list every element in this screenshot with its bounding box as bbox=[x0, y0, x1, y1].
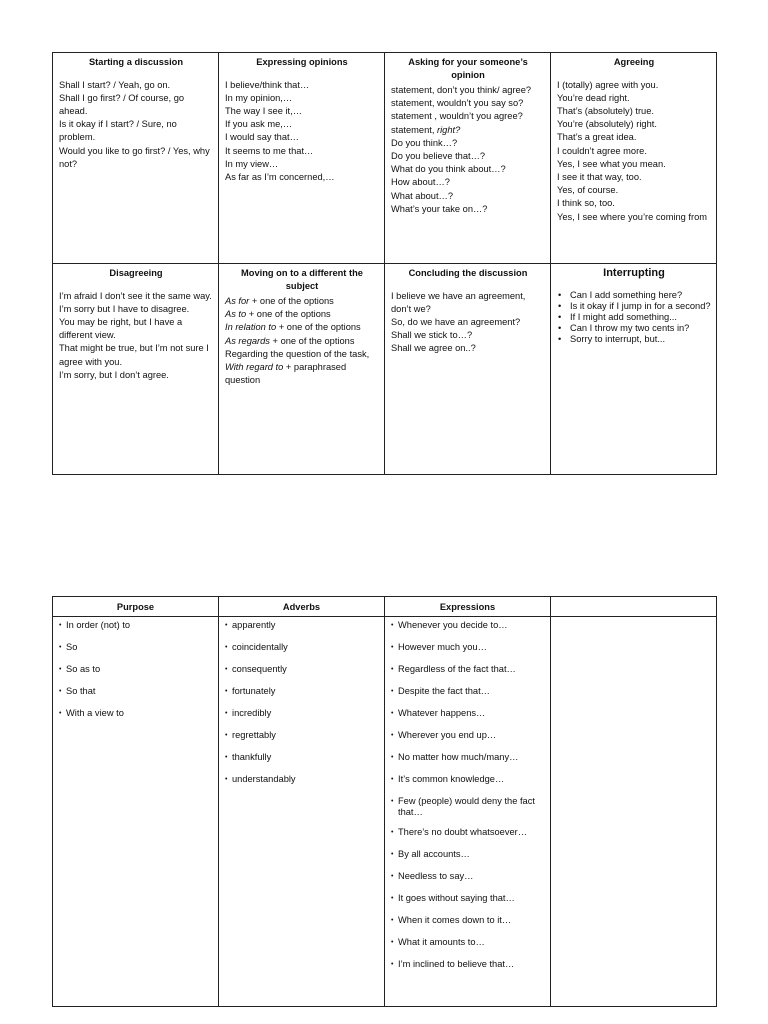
cell-empty bbox=[551, 617, 717, 1007]
list-item: • There’s no doubt whatsoever… bbox=[391, 827, 546, 838]
phrase: You’re (absolutely) right. bbox=[557, 119, 657, 130]
phrase: I see it that way, too. bbox=[557, 171, 642, 182]
heading-disagreeing: Disagreeing bbox=[109, 268, 163, 278]
list-item: • Wherever you end up… bbox=[391, 730, 546, 741]
phrase: Yes, I see where you’re coming from bbox=[557, 211, 708, 222]
list-item: • regrettably bbox=[225, 730, 380, 741]
phrase: statement, don’t you think/ agree? bbox=[391, 85, 532, 95]
list-item: • incredibly bbox=[225, 708, 380, 719]
list-item: • So as to bbox=[59, 664, 214, 675]
list-item: • Regardless of the fact that… bbox=[391, 664, 546, 675]
phrase bbox=[391, 124, 545, 137]
list-item: • In order (not) to bbox=[59, 620, 214, 631]
cell-asking bbox=[385, 53, 551, 264]
cell-moving-on bbox=[219, 264, 385, 475]
list-item: • By all accounts… bbox=[391, 849, 546, 860]
phrase bbox=[225, 295, 379, 308]
list-item: • Sorry to interrupt, but... bbox=[557, 334, 711, 345]
heading-agreeing: Agreeing bbox=[613, 57, 655, 67]
phrase: If you ask me,… bbox=[225, 119, 293, 130]
phrase: Do you believe that…? bbox=[391, 151, 486, 162]
phrase-rest: + one of the options bbox=[246, 309, 331, 320]
cell-disagreeing bbox=[53, 264, 219, 475]
phrase: I would say that… bbox=[225, 132, 299, 143]
phrase: Shall I start? / Yeah, go on. bbox=[59, 79, 171, 90]
phrase: I (totally) agree with you. bbox=[557, 79, 659, 90]
interrupting-list bbox=[557, 290, 711, 345]
phrase: I’m sorry, but I don’t agree. bbox=[59, 369, 169, 380]
list-item: • What it amounts to… bbox=[391, 937, 546, 948]
list-item: • Whenever you decide to… bbox=[391, 620, 546, 631]
list-item: • coincidentally bbox=[225, 642, 380, 653]
phrase: So, do we have an agreement? bbox=[391, 316, 521, 327]
phrase: As far as I’m concerned,… bbox=[225, 171, 335, 182]
cell-starting bbox=[53, 53, 219, 264]
list-item: • Can I throw my two cents in? bbox=[557, 323, 711, 334]
phrase: Would you like to go first? / Yes, why not? bbox=[59, 145, 210, 169]
list-item: • If I might add something... bbox=[557, 312, 711, 323]
phrase-italic: With regard to bbox=[225, 362, 284, 373]
phrase: In my opinion,… bbox=[225, 92, 293, 103]
list-item: • understandably bbox=[225, 774, 380, 785]
phrase bbox=[225, 308, 379, 321]
heading-starting: Starting a discussion bbox=[88, 57, 184, 67]
list-item: • Is it okay if I jump in for a second? bbox=[557, 301, 711, 312]
phrase bbox=[225, 361, 379, 387]
list-item: • Despite the fact that… bbox=[391, 686, 546, 697]
phrase-rest: + one of the options bbox=[249, 296, 334, 306]
list-item: • I’m inclined to believe that… bbox=[391, 959, 546, 970]
list-item: • No matter how much/many… bbox=[391, 752, 546, 763]
discussion-phrases-table bbox=[52, 52, 717, 475]
cell-adverbs bbox=[219, 617, 385, 1007]
heading-interrupting: Interrupting bbox=[603, 267, 665, 279]
phrase: You’re dead right. bbox=[557, 92, 630, 103]
phrase: How about…? bbox=[391, 177, 450, 188]
phrase: I think so, too. bbox=[557, 198, 615, 209]
cell-expressions bbox=[385, 617, 551, 1007]
phrase: Is it okay if I start? / Sure, no problem. bbox=[59, 119, 177, 143]
phrase bbox=[225, 321, 379, 334]
linking-words-table bbox=[52, 596, 717, 1007]
phrase: What’s your take on…? bbox=[391, 203, 488, 214]
list-item: • Can I add something here? bbox=[557, 290, 711, 301]
list-item: • However much you… bbox=[391, 642, 546, 653]
list-item: • When it comes down to it… bbox=[391, 915, 546, 926]
phrase: It seems to me that… bbox=[225, 145, 314, 156]
expressions-list bbox=[385, 617, 550, 970]
list-item: • Few (people) would deny the fact that… bbox=[391, 796, 546, 818]
phrase: statement, wouldn’t you say so? bbox=[391, 98, 524, 109]
header-purpose: Purpose bbox=[53, 597, 219, 617]
cell-concluding bbox=[385, 264, 551, 475]
list-item: • fortunately bbox=[225, 686, 380, 697]
phrase: You may be right, but I have a different view. bbox=[59, 316, 183, 341]
phrase: I’m sorry but I have to disagree. bbox=[59, 303, 190, 314]
phrase bbox=[225, 335, 379, 348]
phrase-italic: As regards bbox=[225, 335, 270, 346]
phrase: In my view… bbox=[225, 158, 279, 169]
phrase: That’s a great idea. bbox=[557, 132, 637, 143]
phrase-rest: + paraphrased question bbox=[225, 362, 347, 386]
phrase: Yes, of course. bbox=[557, 185, 619, 196]
heading-asking: Asking for your someone’s opinion bbox=[408, 57, 528, 80]
phrase-italic: As for bbox=[225, 296, 250, 306]
phrase: Regarding the question of the task, bbox=[225, 348, 370, 359]
heading-expressing: Expressing opinions bbox=[256, 57, 348, 67]
cell-interrupting bbox=[551, 264, 717, 475]
list-item: • So that bbox=[59, 686, 214, 697]
phrase: I’m afraid I don’t see it the same way. bbox=[59, 290, 212, 301]
phrase: Shall we stick to…? bbox=[391, 330, 473, 341]
phrase: The way I see it,… bbox=[225, 105, 302, 116]
phrase: What about…? bbox=[391, 190, 454, 201]
list-item: • It goes without saying that… bbox=[391, 893, 546, 904]
list-item: • Needless to say… bbox=[391, 871, 546, 882]
phrase: Shall we agree on..? bbox=[391, 343, 476, 354]
phrase: I believe/think that… bbox=[225, 79, 310, 90]
list-item: • It’s common knowledge… bbox=[391, 774, 546, 785]
header-empty bbox=[551, 597, 717, 617]
header-expressions: Expressions bbox=[385, 597, 551, 617]
cell-expressing bbox=[219, 53, 385, 264]
phrase: That might be true, but I’m not sure I agree with you. bbox=[59, 343, 209, 367]
purpose-list bbox=[53, 617, 218, 719]
phrase-italic: right? bbox=[437, 124, 461, 135]
phrase: Yes, I see what you mean. bbox=[557, 158, 666, 169]
list-item: • consequently bbox=[225, 664, 380, 675]
phrase-start: statement, bbox=[391, 124, 437, 135]
phrase-italic: As to bbox=[225, 309, 247, 320]
heading-concluding: Concluding the discussion bbox=[408, 268, 528, 278]
cell-agreeing bbox=[551, 53, 717, 264]
list-item: • With a view to bbox=[59, 708, 214, 719]
list-item: • thankfully bbox=[225, 752, 380, 763]
phrase: I believe we have an agreement, don’t we? bbox=[391, 290, 526, 314]
phrase: statement , wouldn’t you agree? bbox=[391, 111, 523, 122]
list-item: • So bbox=[59, 642, 214, 653]
phrase: Shall I go first? / Of course, go ahead. bbox=[59, 92, 185, 116]
phrase-rest: + one of the options bbox=[276, 322, 361, 333]
phrase: Do you think…? bbox=[391, 137, 458, 148]
header-adverbs: Adverbs bbox=[219, 597, 385, 617]
adverbs-list bbox=[219, 617, 384, 785]
phrase: What do you think about…? bbox=[391, 164, 506, 175]
phrase-rest: + one of the options bbox=[269, 335, 355, 346]
cell-purpose bbox=[53, 617, 219, 1007]
heading-moving-on: Moving on to a different the subject bbox=[241, 268, 363, 291]
phrase-italic: In relation to bbox=[225, 322, 277, 333]
phrase: That’s (absolutely) true. bbox=[557, 105, 654, 116]
list-item: • apparently bbox=[225, 620, 380, 631]
list-item: • Whatever happens… bbox=[391, 708, 546, 719]
phrase: I couldn’t agree more. bbox=[557, 145, 647, 156]
